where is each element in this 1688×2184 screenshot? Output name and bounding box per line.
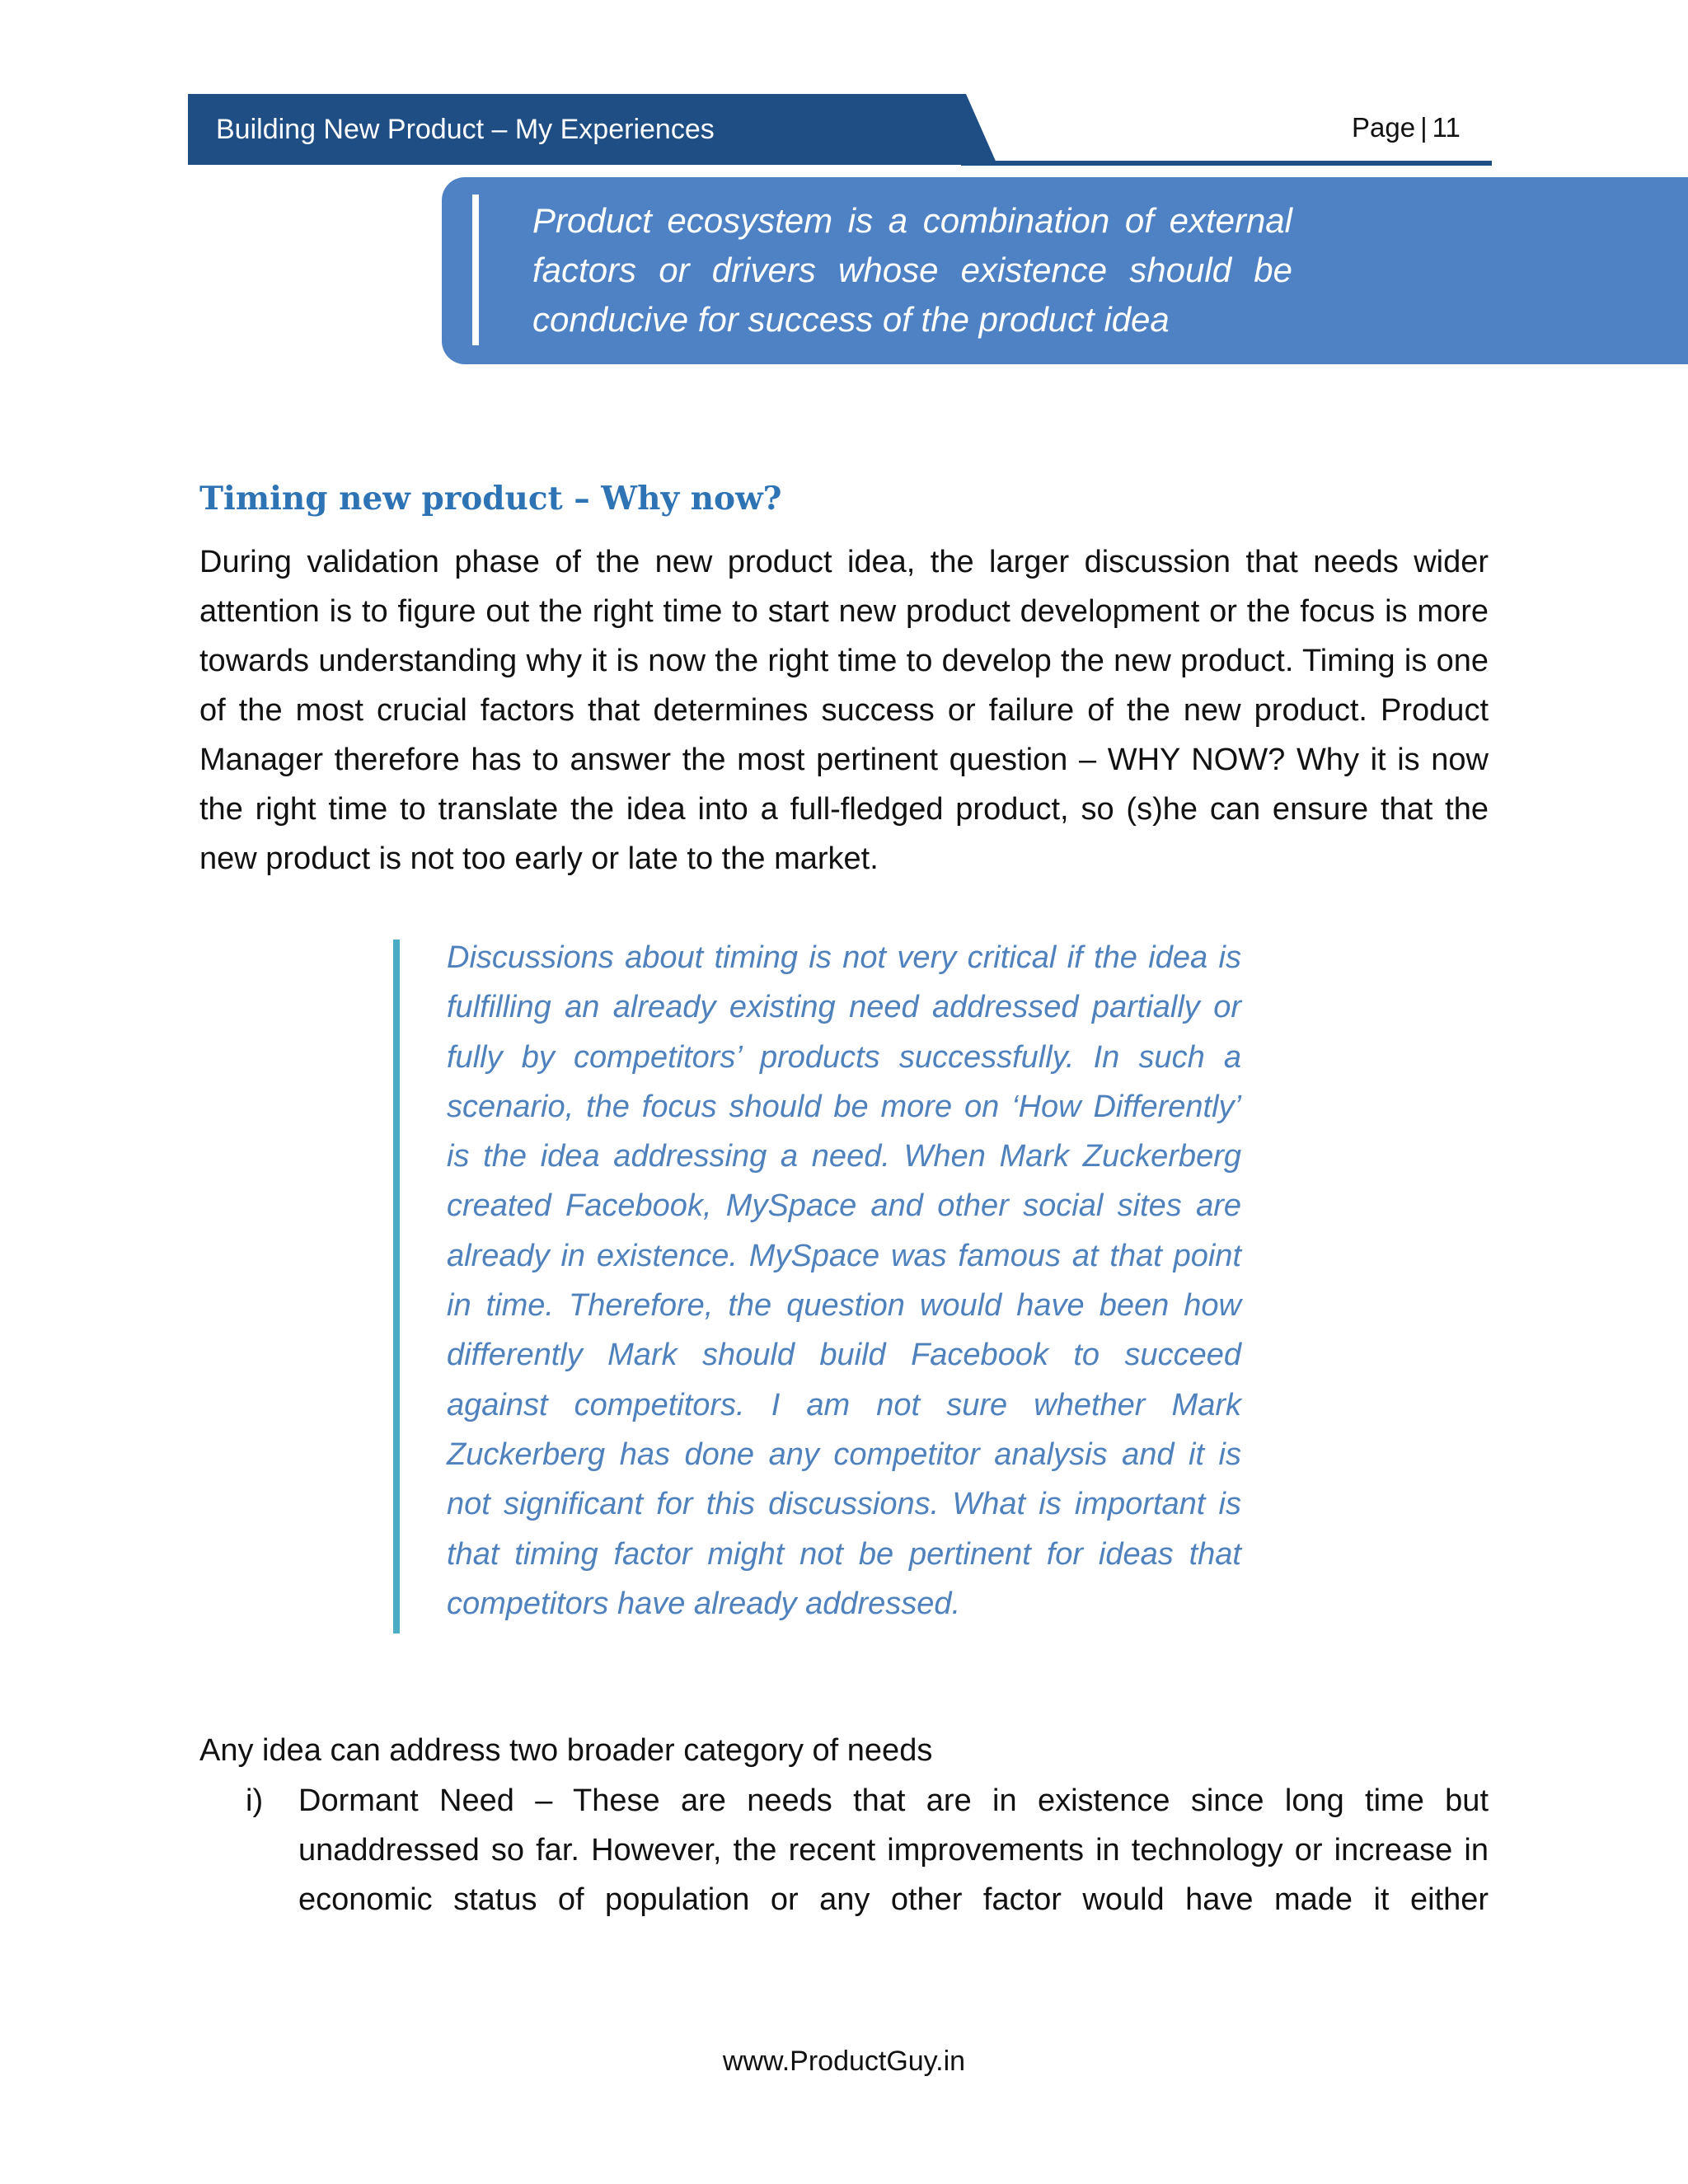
footer-url: www.ProductGuy.in	[722, 2046, 966, 2077]
page-number-block	[1352, 112, 1461, 143]
body-paragraph: During validation phase of the new product idea, the larger discussion that needs wider attention is to figure out the right time to start new product development or the focus is more towards understanding why it is now the right time to develop the new product. Timing is one of the most crucial factors that determines success or failure of the new product. Product Manager therefore has to answer the most pertinent question – WHY NOW? Why it is now the right time to translate the idea into a full-fledged product, so (s)he can ensure that the new product is not too early or late to the market.	[199, 545, 1489, 876]
callout-accent-bar	[472, 194, 479, 345]
document-title: Building New Product – My Experiences	[216, 114, 715, 145]
page-number: 11	[1432, 112, 1461, 143]
section-heading: Timing new product – Why now?	[199, 480, 782, 518]
page-separator: |	[1420, 112, 1428, 143]
quote-accent-bar	[393, 940, 400, 1633]
page-label: Page	[1352, 112, 1416, 143]
list-item: Dormant Need – These are needs that are in existence since long time but unaddressed so far. However, the recent improvements in technology or increase in economic status of population or any other factor would have made it either	[298, 1783, 1489, 1917]
list-item-marker: i)	[246, 1783, 264, 1818]
callout-text: Product ecosystem is a combination of external factors or drivers whose existence should be conducive for success of the product idea	[532, 201, 1292, 339]
header-rule	[961, 161, 1492, 166]
needs-intro: Any idea can address two broader category of needs	[199, 1733, 933, 1768]
quote-text: Discussions about timing is not very critical if the idea is fulfilling an already existing need addressed partially or fully by competitors’ products successfully. In such a scenario, the focus should be more on ‘How Differently’ is the idea addressing a need. When Mark Zuckerberg created Facebook, MySpace and other social sites are already in existence. MySpace was famous at that point in time. Therefore, the question would have been how differently Mark should build Facebook to succeed against competitors. I am not sure whether Mark Zuckerberg has done any competitor analysis and it is not significant for this discussions. What is important is that timing factor might not be pertinent for ideas that competitors have already addressed.	[447, 940, 1241, 1621]
